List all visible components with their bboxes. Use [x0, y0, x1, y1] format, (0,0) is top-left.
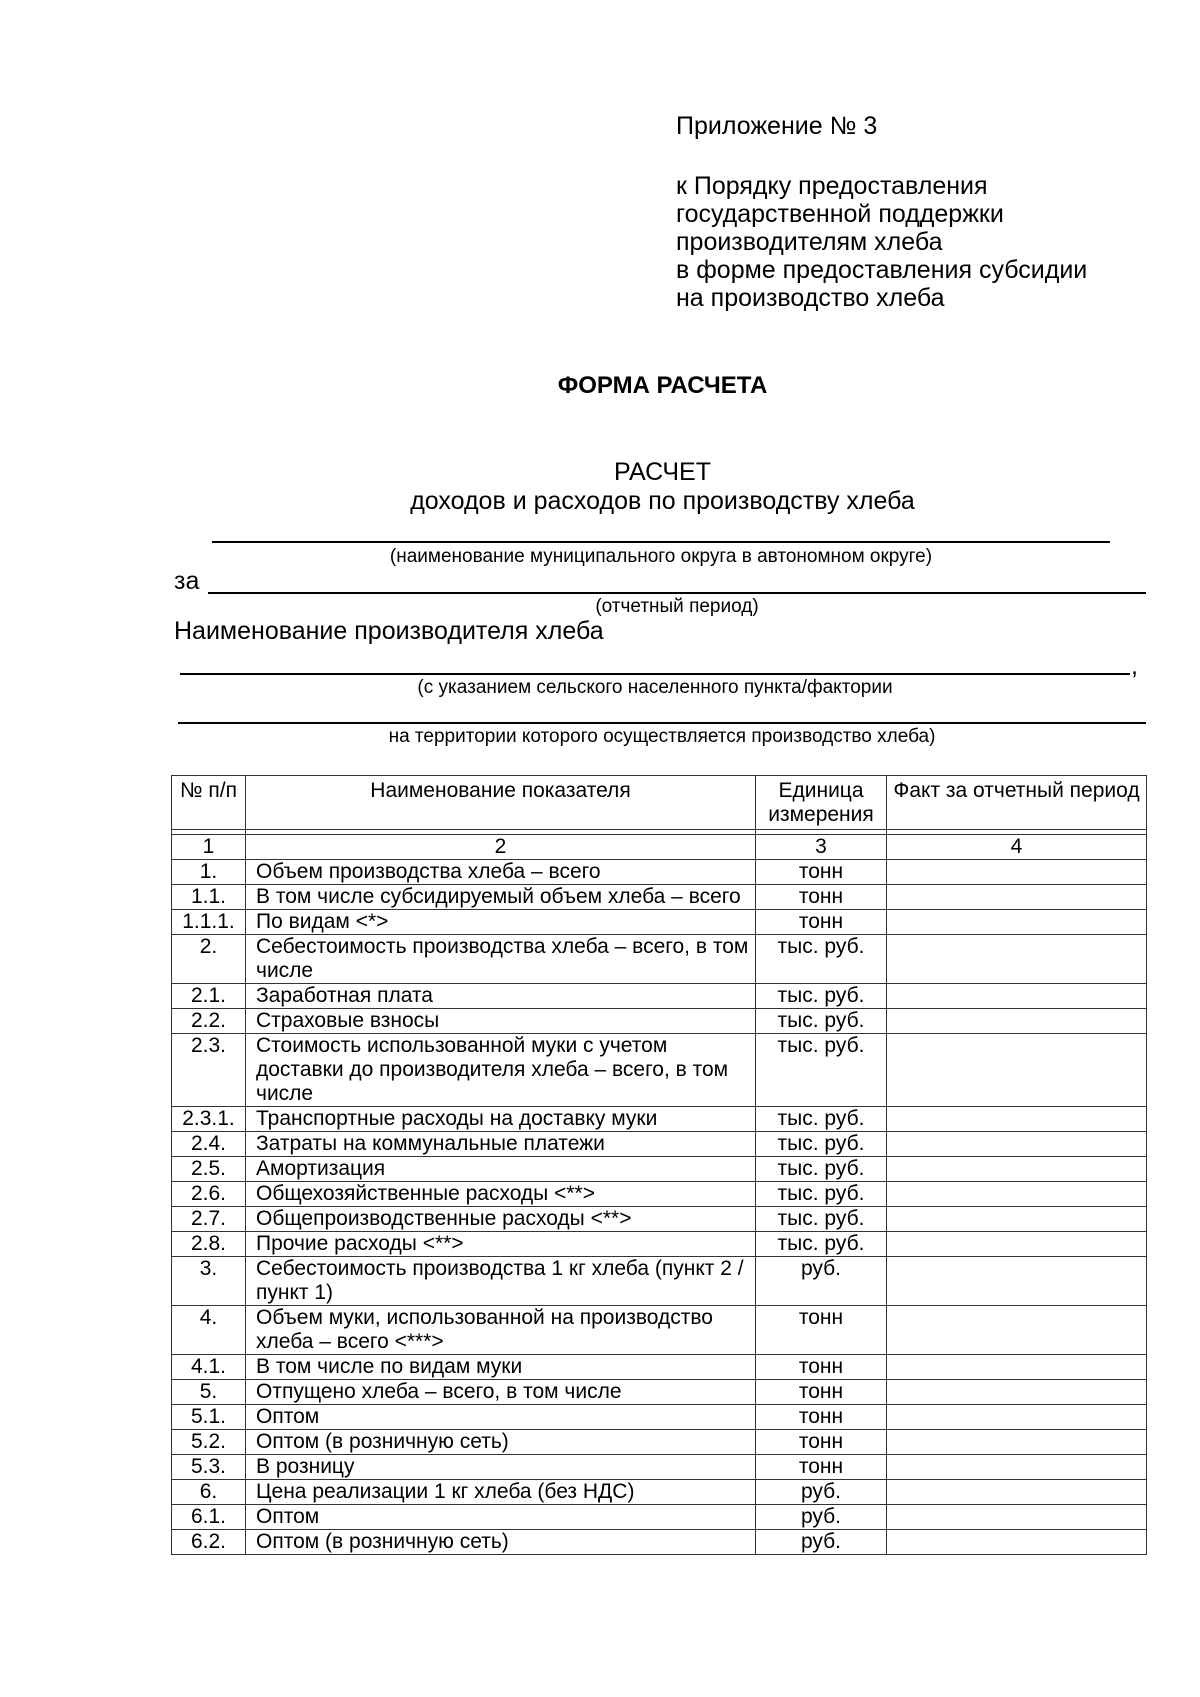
- row-unit: тыс. руб.: [756, 1232, 887, 1257]
- table-header-row: [172, 776, 1147, 830]
- header-fact: Факт за отчетный период: [887, 776, 1147, 830]
- calculation-table: [171, 775, 1147, 1555]
- row-fact-value[interactable]: [887, 1157, 1147, 1182]
- row-number: 6.: [172, 1480, 246, 1505]
- table-row: [172, 1257, 1147, 1306]
- table-row: [172, 1132, 1147, 1157]
- table-row: [172, 1380, 1147, 1405]
- header-unit: Единица измерения: [756, 776, 887, 830]
- row-number: 5.3.: [172, 1455, 246, 1480]
- row-fact-value[interactable]: [887, 1405, 1147, 1430]
- producer-line[interactable]: [180, 673, 1130, 675]
- table-row: [172, 1530, 1147, 1555]
- row-unit: тыс. руб.: [756, 1207, 887, 1232]
- row-number: 1.1.1.: [172, 910, 246, 935]
- table-row: [172, 1107, 1147, 1132]
- appendix-line: на производство хлеба: [676, 284, 945, 312]
- row-indicator-name: Затраты на коммунальные платежи: [246, 1132, 756, 1157]
- appendix-line: к Порядку предоставления: [676, 172, 988, 200]
- period-note: (отчетный период): [595, 596, 759, 617]
- row-indicator-name: Себестоимость производства хлеба – всего, в том числе: [246, 935, 756, 984]
- territory-note: на территории которого осуществляется производство хлеба): [388, 726, 936, 747]
- row-fact-value[interactable]: [887, 1380, 1147, 1405]
- column-number-row: [172, 835, 1147, 860]
- row-indicator-name: Себестоимость производства 1 кг хлеба (пункт 2 / пункт 1): [246, 1257, 756, 1306]
- row-fact-value[interactable]: [887, 1430, 1147, 1455]
- row-fact-value[interactable]: [887, 1207, 1147, 1232]
- row-indicator-name: Заработная плата: [246, 984, 756, 1009]
- row-unit: тыс. руб.: [756, 1009, 887, 1034]
- row-indicator-name: Прочие расходы <**>: [246, 1232, 756, 1257]
- table-row: [172, 885, 1147, 910]
- column-number: 2: [246, 835, 756, 860]
- form-title: ФОРМА РАСЧЕТА: [557, 372, 768, 399]
- row-fact-value[interactable]: [887, 984, 1147, 1009]
- row-fact-value[interactable]: [887, 1132, 1147, 1157]
- table-row: [172, 1009, 1147, 1034]
- row-indicator-name: В розницу: [246, 1455, 756, 1480]
- row-unit: тонн: [756, 1455, 887, 1480]
- row-indicator-name: Оптом: [246, 1505, 756, 1530]
- row-fact-value[interactable]: [887, 1480, 1147, 1505]
- row-number: 1.1.: [172, 885, 246, 910]
- row-indicator-name: В том числе по видам муки: [246, 1355, 756, 1380]
- row-indicator-name: Транспортные расходы на доставку муки: [246, 1107, 756, 1132]
- row-unit: руб.: [756, 1480, 887, 1505]
- row-unit: тыс. руб.: [756, 1034, 887, 1107]
- row-unit: тыс. руб.: [756, 1182, 887, 1207]
- row-number: 2.8.: [172, 1232, 246, 1257]
- period-line[interactable]: [208, 592, 1146, 594]
- header-name: Наименование показателя: [246, 776, 756, 830]
- row-indicator-name: Страховые взносы: [246, 1009, 756, 1034]
- settlement-note: (с указанием сельского населенного пункта/фактории: [417, 677, 893, 698]
- row-unit: тыс. руб.: [756, 1157, 887, 1182]
- row-fact-value[interactable]: [887, 1455, 1147, 1480]
- appendix-gap: [676, 140, 1087, 172]
- period-prefix: за: [174, 567, 200, 595]
- producer-comma: ,: [1131, 652, 1138, 680]
- row-number: 4.: [172, 1306, 246, 1355]
- table-row: [172, 1480, 1147, 1505]
- territory-line[interactable]: [178, 722, 1146, 724]
- calc-subtitle: доходов и расходов по производству хлеба: [410, 487, 915, 515]
- table-row: [172, 1182, 1147, 1207]
- appendix-line: государственной поддержки: [676, 200, 1004, 228]
- row-number: 2.7.: [172, 1207, 246, 1232]
- table-row: [172, 1207, 1147, 1232]
- table-row: [172, 1455, 1147, 1480]
- calc-title: РАСЧЕТ: [614, 458, 711, 486]
- row-number: 2.5.: [172, 1157, 246, 1182]
- row-indicator-name: Общепроизводственные расходы <**>: [246, 1207, 756, 1232]
- row-number: 6.1.: [172, 1505, 246, 1530]
- row-indicator-name: Цена реализации 1 кг хлеба (без НДС): [246, 1480, 756, 1505]
- table-row: [172, 860, 1147, 885]
- row-unit: тонн: [756, 1355, 887, 1380]
- row-unit: тонн: [756, 885, 887, 910]
- table-row: [172, 1405, 1147, 1430]
- table-row: [172, 1430, 1147, 1455]
- row-fact-value[interactable]: [887, 1530, 1147, 1555]
- row-indicator-name: Общехозяйственные расходы <**>: [246, 1182, 756, 1207]
- appendix-number: Приложение № 3: [676, 112, 878, 140]
- row-fact-value[interactable]: [887, 1107, 1147, 1132]
- row-number: 2.1.: [172, 984, 246, 1009]
- row-unit: тонн: [756, 1306, 887, 1355]
- row-fact-value[interactable]: [887, 1009, 1147, 1034]
- row-unit: тонн: [756, 860, 887, 885]
- row-fact-value[interactable]: [887, 860, 1147, 885]
- row-number: 3.: [172, 1257, 246, 1306]
- row-number: 2.4.: [172, 1132, 246, 1157]
- row-number: 4.1.: [172, 1355, 246, 1380]
- row-indicator-name: Отпущено хлеба – всего, в том числе: [246, 1380, 756, 1405]
- table-row: [172, 910, 1147, 935]
- appendix-line: в форме предоставления субсидии: [676, 256, 1088, 284]
- row-number: 5.1.: [172, 1405, 246, 1430]
- table-row: [172, 1306, 1147, 1355]
- column-number: 1: [172, 835, 246, 860]
- row-number: 2.: [172, 935, 246, 984]
- table-row: [172, 1034, 1147, 1107]
- row-number: 5.2.: [172, 1430, 246, 1455]
- row-fact-value[interactable]: [887, 1355, 1147, 1380]
- row-unit: руб.: [756, 1257, 887, 1306]
- appendix-block: [676, 112, 1087, 312]
- row-indicator-name: Объем производства хлеба – всего: [246, 860, 756, 885]
- table-row: [172, 935, 1147, 984]
- row-unit: тыс. руб.: [756, 935, 887, 984]
- row-indicator-name: Стоимость использованной муки с учетом доставки до производителя хлеба – всего, в том числе: [246, 1034, 756, 1107]
- column-number: 4: [887, 835, 1147, 860]
- header-num: № п/п: [172, 776, 246, 830]
- appendix-line: производителям хлеба: [676, 228, 943, 256]
- row-indicator-name: Оптом (в розничную сеть): [246, 1430, 756, 1455]
- row-indicator-name: Оптом (в розничную сеть): [246, 1530, 756, 1555]
- row-fact-value[interactable]: [887, 1034, 1147, 1107]
- row-indicator-name: Амортизация: [246, 1157, 756, 1182]
- row-fact-value[interactable]: [887, 935, 1147, 984]
- row-indicator-name: Объем муки, использованной на производство хлеба – всего <***>: [246, 1306, 756, 1355]
- row-indicator-name: В том числе субсидируемый объем хлеба – всего: [246, 885, 756, 910]
- producer-label: Наименование производителя хлеба: [174, 617, 604, 645]
- table-row: [172, 1157, 1147, 1182]
- row-unit: тонн: [756, 1430, 887, 1455]
- row-fact-value[interactable]: [887, 910, 1147, 935]
- row-fact-value[interactable]: [887, 1505, 1147, 1530]
- table-row: [172, 1505, 1147, 1530]
- row-number: 2.3.: [172, 1034, 246, 1107]
- table-row: [172, 1355, 1147, 1380]
- row-indicator-name: По видам <*>: [246, 910, 756, 935]
- municipality-line[interactable]: [212, 541, 1110, 543]
- row-unit: руб.: [756, 1505, 887, 1530]
- row-unit: тонн: [756, 1380, 887, 1405]
- row-number: 2.3.1.: [172, 1107, 246, 1132]
- row-unit: тыс. руб.: [756, 1132, 887, 1157]
- row-unit: тонн: [756, 1405, 887, 1430]
- table-row: [172, 1232, 1147, 1257]
- municipality-note: (наименование муниципального округа в автономном округе): [389, 546, 933, 567]
- row-fact-value[interactable]: [887, 1232, 1147, 1257]
- row-number: 5.: [172, 1380, 246, 1405]
- table-row: [172, 984, 1147, 1009]
- row-number: 6.2.: [172, 1530, 246, 1555]
- row-unit: тыс. руб.: [756, 984, 887, 1009]
- row-number: 1.: [172, 860, 246, 885]
- row-number: 2.6.: [172, 1182, 246, 1207]
- row-fact-value[interactable]: [887, 1257, 1147, 1306]
- row-unit: руб.: [756, 1530, 887, 1555]
- row-unit: тонн: [756, 910, 887, 935]
- row-number: 2.2.: [172, 1009, 246, 1034]
- row-fact-value[interactable]: [887, 1306, 1147, 1355]
- column-number: 3: [756, 835, 887, 860]
- row-fact-value[interactable]: [887, 885, 1147, 910]
- row-indicator-name: Оптом: [246, 1405, 756, 1430]
- row-fact-value[interactable]: [887, 1182, 1147, 1207]
- row-unit: тыс. руб.: [756, 1107, 887, 1132]
